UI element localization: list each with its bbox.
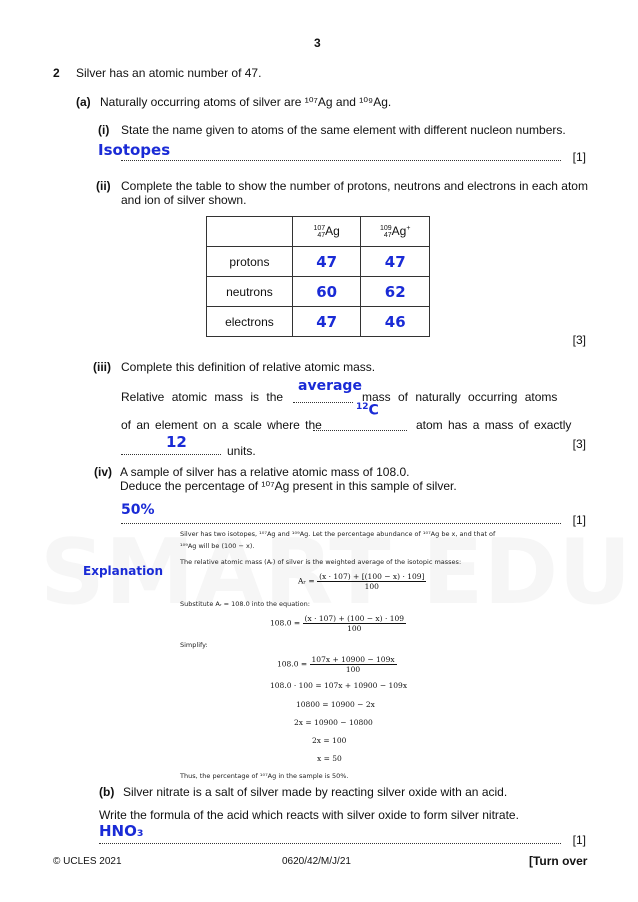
cell-answer — [361, 307, 430, 337]
part-b-text-2: Write the formula of the acid which reacts with silver oxide to form silver nitrate. — [99, 808, 519, 822]
mass-number-109: 109 — [379, 224, 392, 232]
symbol-ag-1: Ag — [325, 224, 340, 239]
equation-3 — [277, 655, 397, 674]
definition-line-3b: units. — [227, 444, 256, 458]
electrons-107: 47 — [316, 312, 338, 331]
cell-answer — [361, 247, 430, 277]
eq2-fraction — [303, 614, 407, 633]
equation-7: 2x = 100 — [312, 736, 347, 745]
answer-12-units: 12 — [166, 433, 187, 451]
equation-6: 2x = 10900 − 10800 — [294, 718, 373, 727]
table-corner-cell — [207, 217, 293, 247]
carbon-symbol: C — [368, 402, 379, 419]
mass-number-107: 107 — [313, 224, 326, 232]
footer-turn-over: [Turn over — [529, 854, 588, 868]
explanation-p1b: ¹⁰⁹Ag will be (100 − x). — [180, 542, 255, 550]
mark-i: [1] — [572, 150, 586, 164]
mark-iii: [3] — [572, 437, 586, 451]
equation-1 — [298, 572, 426, 591]
answer-iv: 50% — [121, 502, 155, 518]
atomic-number-47b: 47 — [383, 231, 392, 239]
protons-109: 47 — [384, 252, 406, 271]
atomic-number-47a: 47 — [317, 231, 326, 239]
answer-i: Isotopes — [98, 141, 171, 159]
part-i-label: (i) — [98, 123, 110, 137]
page-number: 3 — [314, 36, 321, 50]
header-ag-109-ion — [361, 217, 430, 247]
eq3-lhs: 108.0 = — [277, 659, 308, 669]
part-ii-text-1: Complete the table to show the number of protons, neutrons and electrons in each atom — [121, 179, 588, 193]
explanation-p4: Simplify: — [180, 641, 208, 649]
table-row — [207, 247, 430, 277]
footer-code: 0620/42/M/J/21 — [282, 856, 351, 867]
cell-answer — [361, 277, 430, 307]
part-a-text: Naturally occurring atoms of silver are ¹⁰⁷Ag and ¹⁰⁹Ag. — [100, 95, 392, 109]
blank-1 — [293, 402, 353, 403]
part-iii-label: (iii) — [93, 360, 111, 374]
protons-107: 47 — [316, 252, 338, 271]
eq2-denominator: 100 — [347, 624, 362, 633]
carbon-mass-number: 12 — [356, 402, 369, 412]
part-ii-text-2: and ion of silver shown. — [121, 193, 247, 207]
table-row — [207, 277, 430, 307]
definition-line-1b: mass of naturally occurring atoms — [362, 390, 558, 404]
answer-b: HNO₃ — [99, 822, 144, 840]
eq1-numerator: (x · 107) + [(100 − x) · 109] — [319, 572, 425, 581]
part-iv-text-1: A sample of silver has a relative atomic mass of 108.0. — [120, 465, 410, 479]
eq1-lhs: Aᵣ = — [298, 576, 315, 586]
part-iii-text: Complete this definition of relative atomic mass. — [121, 360, 376, 374]
part-iv-text-2: Deduce the percentage of ¹⁰⁷Ag present in this sample of silver. — [120, 479, 457, 493]
neutrons-107: 60 — [316, 282, 338, 301]
row-label: neutrons — [207, 277, 293, 307]
eq1-fraction — [317, 572, 426, 591]
header-ag-107 — [292, 217, 361, 247]
definition-line-2a: of an element on a scale where the — [121, 418, 322, 432]
electrons-109: 46 — [384, 312, 406, 331]
blank-2 — [313, 430, 407, 431]
part-b-label: (b) — [99, 785, 115, 799]
mark-iv: [1] — [572, 513, 586, 527]
explanation-label: Explanation — [83, 564, 164, 578]
answer-line-i — [121, 160, 561, 161]
row-label: electrons — [207, 307, 293, 337]
equation-8: x = 50 — [317, 754, 342, 763]
explanation-p2: The relative atomic mass (Aᵣ) of silver is the weighted average of the isotopic masses: — [180, 558, 462, 566]
definition-line-1a: Relative atomic mass is the — [121, 390, 284, 404]
part-i-text: State the name given to atoms of the same element with different nucleon numbers. — [121, 123, 566, 137]
cell-answer — [292, 247, 361, 277]
equation-2 — [270, 614, 406, 633]
eq3-numerator: 107x + 10900 − 109x — [311, 655, 395, 664]
part-a-label: (a) — [76, 95, 91, 109]
question-number: 2 — [53, 66, 60, 80]
part-ii-label: (ii) — [96, 179, 111, 193]
cell-answer — [292, 277, 361, 307]
part-b-text-1: Silver nitrate is a salt of silver made by reacting silver oxide with an acid. — [123, 785, 508, 799]
explanation-conclusion: Thus, the percentage of ¹⁰⁷Ag in the sample is 50%. — [180, 772, 349, 780]
mark-ii: [3] — [572, 333, 586, 347]
answer-average: average — [298, 378, 362, 394]
eq2-numerator: (x · 107) + (100 − x) · 109 — [304, 614, 405, 623]
table-header-row — [207, 217, 430, 247]
neutrons-109: 62 — [384, 282, 406, 301]
equation-5: 10800 = 10900 − 2x — [296, 700, 375, 709]
eq3-fraction — [310, 655, 397, 674]
eq2-lhs: 108.0 = — [270, 618, 301, 628]
cell-answer — [292, 307, 361, 337]
ion-charge: + — [406, 225, 411, 233]
answer-line-iv — [121, 523, 561, 524]
answer-carbon-12 — [356, 402, 379, 419]
eq1-denominator: 100 — [364, 582, 379, 591]
eq3-denominator: 100 — [345, 665, 361, 674]
question-stem: Silver has an atomic number of 47. — [76, 66, 262, 80]
explanation-p1: Silver has two isotopes, ¹⁰⁷Ag and ¹⁰⁹Ag. Let the percentage abundance of ¹⁰⁷Ag be x, and that of — [180, 530, 496, 538]
equation-4: 108.0 · 100 = 107x + 10900 − 109x — [270, 681, 408, 690]
symbol-ag-2: Ag — [391, 224, 407, 239]
part-iv-label: (iv) — [94, 465, 112, 479]
row-label: protons — [207, 247, 293, 277]
definition-line-2b: atom has a mass of exactly — [416, 418, 572, 432]
mark-b: [1] — [572, 833, 586, 847]
table-row — [207, 307, 430, 337]
answer-line-b — [99, 843, 561, 844]
particles-table — [206, 216, 430, 337]
footer-copyright: © UCLES 2021 — [53, 856, 122, 867]
explanation-p3: Substitute Aᵣ = 108.0 into the equation: — [180, 600, 310, 608]
blank-3 — [121, 454, 221, 455]
